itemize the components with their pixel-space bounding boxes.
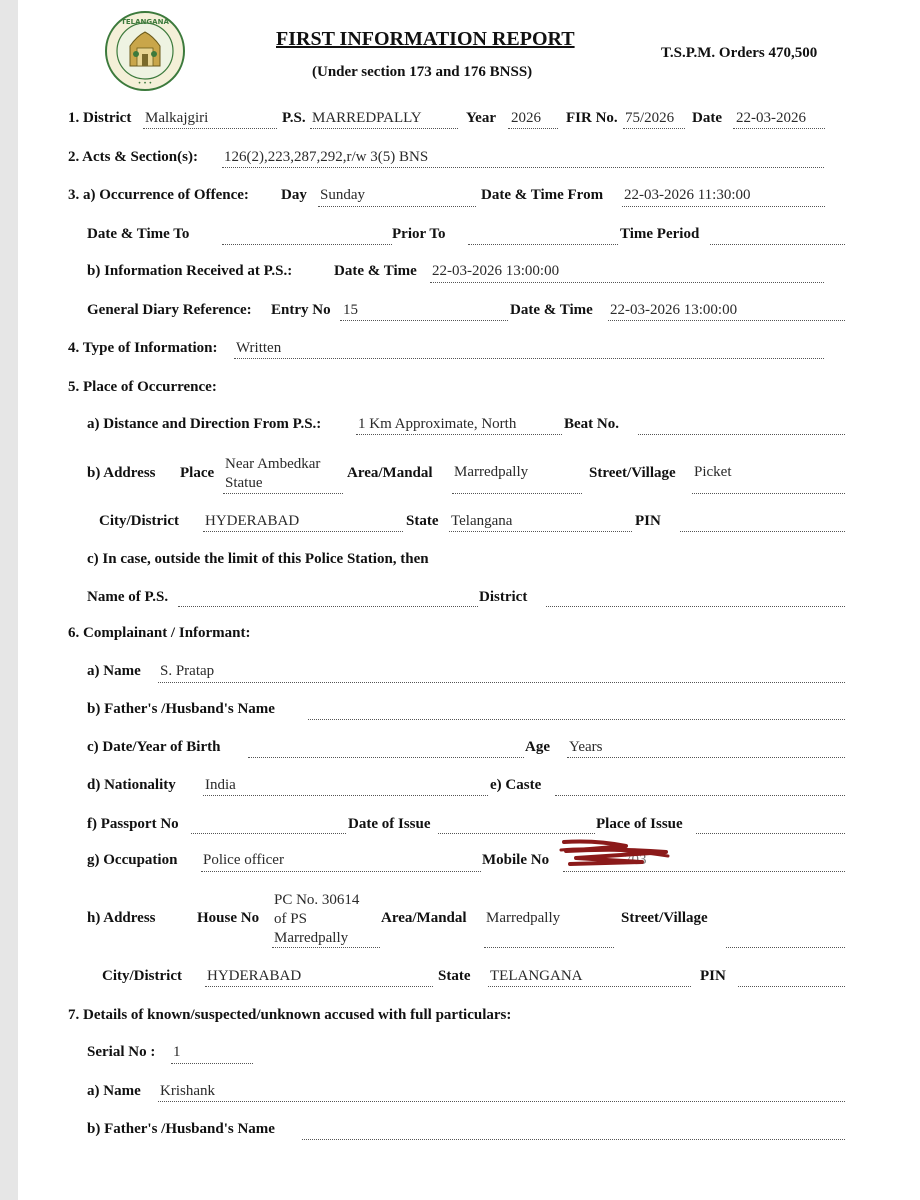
complainant-name-line (158, 682, 845, 683)
area-line (452, 493, 582, 494)
issue-date-line (438, 833, 595, 834)
street-value: Picket (694, 464, 732, 480)
outside-district-line (546, 606, 845, 607)
house-line-3: Marredpally (274, 930, 349, 946)
place-value (225, 455, 320, 493)
complainant-street-label: Street/Village (621, 910, 708, 926)
house-line (272, 947, 380, 948)
accused-name-value: Krishank (160, 1083, 215, 1099)
distance-value: 1 Km Approximate, North (358, 416, 517, 432)
complainant-pin-line (738, 986, 845, 987)
form-title: FIRST INFORMATION REPORT (276, 28, 575, 50)
house-label: House No (197, 910, 260, 926)
place-label: Place (180, 465, 215, 481)
mobile-label: Mobile No (482, 852, 550, 868)
fir-line (623, 128, 685, 129)
ps-value: MARREDPALLY (312, 110, 422, 126)
gd-dt-value: 22-03-2026 13:00:00 (610, 302, 738, 318)
accused-label: 7. Details of known/suspected/unknown accused with full particulars: (68, 1007, 512, 1023)
complainant-street-line (726, 947, 845, 948)
accused-name-line (158, 1101, 845, 1102)
received-line (430, 282, 824, 283)
date-label: Date (692, 110, 722, 126)
complainant-city-line (205, 986, 433, 987)
complainant-area-line (484, 947, 614, 948)
complainant-address-label: h) Address (87, 910, 156, 926)
telangana-emblem-icon (104, 10, 186, 92)
outside-label: c) In case, outside the limit of this Police Station, then (87, 551, 429, 567)
year-label: Year (466, 110, 496, 126)
complainant-state-value: TELANGANA (490, 968, 583, 984)
day-value: Sunday (320, 187, 365, 203)
date-value: 22-03-2026 (736, 110, 806, 126)
address-label: b) Address (87, 465, 156, 481)
state-label: State (406, 513, 439, 529)
serial-value: 1 (173, 1044, 181, 1060)
acts-label: 2. Acts & Section(s): (68, 149, 198, 165)
fir-label: FIR No. (566, 110, 618, 126)
age-label: Age (525, 739, 550, 755)
street-label: Street/Village (589, 465, 676, 481)
occurrence-label: 3. a) Occurrence of Offence: (68, 187, 249, 203)
ps-label: P.S. (282, 110, 306, 126)
serial-line (171, 1063, 253, 1064)
nationality-line (203, 795, 488, 796)
received-label: b) Information Received at P.S.: (87, 263, 293, 279)
city-value: HYDERABAD (205, 513, 300, 529)
orders-reference: T.S.P.M. Orders 470,500 (661, 45, 818, 61)
occupation-line (201, 871, 481, 872)
pin-line (680, 531, 845, 532)
gd-dt-line (608, 320, 845, 321)
info-type-label: 4. Type of Information: (68, 340, 218, 356)
complainant-name-value: S. Pratap (160, 663, 215, 679)
accused-father-line (302, 1139, 845, 1140)
complainant-label: 6. Complainant / Informant: (68, 625, 251, 641)
complainant-father-line (308, 719, 845, 720)
from-label: Date & Time From (481, 187, 604, 203)
mobile-redaction-mark (556, 836, 674, 868)
entry-label: Entry No (271, 302, 331, 318)
mobile-line (563, 871, 845, 872)
gd-label: General Diary Reference: (87, 302, 252, 318)
complainant-city-label: City/District (102, 968, 182, 984)
issue-place-label: Place of Issue (596, 816, 683, 832)
serial-label: Serial No : (87, 1044, 156, 1060)
name-ps-label: Name of P.S. (87, 589, 169, 605)
outside-district-label: District (479, 589, 528, 605)
house-value (274, 891, 359, 948)
complainant-father-label: b) Father's /Husband's Name (87, 701, 275, 717)
complainant-area-label: Area/Mandal (381, 910, 467, 926)
state-line (449, 531, 632, 532)
distance-line (356, 434, 562, 435)
pin-label: PIN (635, 513, 661, 529)
dob-line (248, 757, 524, 758)
from-line (622, 206, 825, 207)
nationality-label: d) Nationality (87, 777, 176, 793)
complainant-state-line (488, 986, 691, 987)
received-dt-value: 22-03-2026 13:00:00 (432, 263, 560, 279)
prior-line (468, 244, 618, 245)
entry-line (340, 320, 508, 321)
svg-text:• • •: • • • (137, 80, 153, 87)
name-ps-line (178, 606, 478, 607)
complainant-name-label: a) Name (87, 663, 141, 679)
occupation-label: g) Occupation (87, 852, 178, 868)
passport-line (191, 833, 346, 834)
period-label: Time Period (620, 226, 700, 242)
fir-value: 75/2026 (625, 110, 675, 126)
beat-label: Beat No. (564, 416, 619, 432)
age-value: Years (569, 739, 603, 755)
year-value: 2026 (511, 110, 541, 126)
house-line-2: of PS (274, 911, 307, 927)
to-line (222, 244, 392, 245)
entry-value: 15 (343, 302, 358, 318)
caste-label: e) Caste (490, 777, 542, 793)
mobile-tail: 703 (624, 852, 647, 868)
ps-line (310, 128, 458, 129)
distance-label: a) Distance and Direction From P.S.: (87, 416, 322, 432)
form-subtitle: (Under section 173 and 176 BNSS) (312, 64, 533, 80)
info-type-value: Written (236, 340, 282, 356)
issue-place-line (696, 833, 845, 834)
place-occurrence-label: 5. Place of Occurrence: (68, 379, 217, 395)
place-line (223, 493, 343, 494)
received-dt-label: Date & Time (334, 263, 417, 279)
street-line (692, 493, 845, 494)
accused-name-label: a) Name (87, 1083, 141, 1099)
passport-label: f) Passport No (87, 816, 179, 832)
year-line (508, 128, 558, 129)
beat-line (638, 434, 845, 435)
area-value: Marredpally (454, 464, 529, 480)
city-label: City/District (99, 513, 179, 529)
prior-label: Prior To (392, 226, 446, 242)
occupation-value: Police officer (203, 852, 284, 868)
day-label: Day (281, 187, 307, 203)
place-line-1: Near Ambedkar (225, 456, 321, 472)
nationality-value: India (205, 777, 236, 793)
district-line (143, 128, 277, 129)
area-label: Area/Mandal (347, 465, 433, 481)
city-line (203, 531, 403, 532)
info-type-line (234, 358, 824, 359)
complainant-pin-label: PIN (700, 968, 726, 984)
from-value: 22-03-2026 11:30:00 (624, 187, 751, 203)
accused-father-label: b) Father's /Husband's Name (87, 1121, 275, 1137)
house-line-1: PC No. 30614 (274, 892, 360, 908)
place-line-2: Statue (225, 475, 263, 491)
acts-value: 126(2),223,287,292,r/w 3(5) BNS (224, 149, 429, 165)
age-line (567, 757, 845, 758)
svg-text:TELANGANA: TELANGANA (121, 18, 169, 26)
date-line (733, 128, 825, 129)
period-line (710, 244, 845, 245)
complainant-area-value: Marredpally (486, 910, 561, 926)
acts-line (222, 167, 824, 168)
complainant-state-label: State (438, 968, 471, 984)
issue-date-label: Date of Issue (348, 816, 431, 832)
district-value: Malkajgiri (145, 110, 209, 126)
fir-document (18, 0, 920, 1200)
to-label: Date & Time To (87, 226, 190, 242)
day-line (318, 206, 476, 207)
dob-label: c) Date/Year of Birth (87, 739, 221, 755)
state-value: Telangana (451, 513, 513, 529)
complainant-city-value: HYDERABAD (207, 968, 302, 984)
gd-dt-label: Date & Time (510, 302, 593, 318)
caste-line (555, 795, 845, 796)
district-label: 1. District (68, 110, 132, 126)
